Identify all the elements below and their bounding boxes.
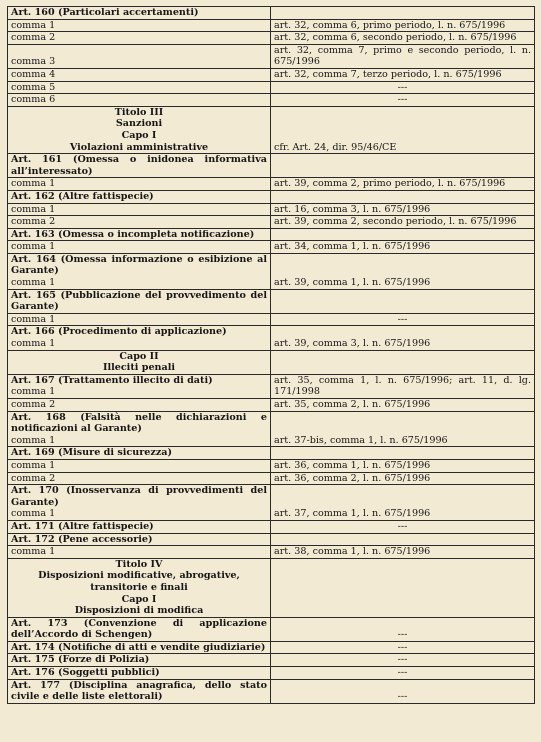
article-heading: Art. 172 (Pene accessorie) [11,533,153,545]
reference-cell: art. 38, comma 1, l. n. 675/1996 [271,546,535,559]
reference-cell: art. 32, comma 6, secondo periodo, l. n. 675/1996 [271,32,535,45]
article-heading: Art. 169 (Misure di sicurezza) [11,447,173,459]
no-reference-cell: --- [271,520,535,533]
table-row [8,94,535,107]
article-heading: Art. 164 (Omessa informazione o esibizione al Garante) [11,253,267,277]
provision-cell [8,533,271,546]
table-row [8,350,535,374]
table-row [8,459,535,472]
reference-cell [271,558,535,617]
no-reference-cell: --- [271,641,535,654]
table-row [8,472,535,485]
table-row [8,411,535,447]
reference-cell: art. 37, comma 1, l. n. 675/1996 [271,485,535,521]
reference-cell: art. 39, comma 1, l. n. 675/1996 [271,253,535,289]
section-heading: Titolo III [114,106,164,118]
table-row [8,190,535,203]
article-heading: Art. 163 (Omessa o incompleta notificazione) [11,228,255,240]
table-row [8,326,535,350]
table-row [8,44,535,68]
table-row [8,485,535,521]
comma-label: comma 6 [11,94,56,106]
no-reference-cell: --- [271,617,535,641]
article-heading: Art. 174 (Notifiche di atti e vendite giudiziarie) [11,641,266,653]
provision-cell [8,94,271,107]
provision-cell [8,154,271,178]
article-heading: Art. 173 (Convenzione di applicazione dell’Accordo di Schengen) [11,617,267,641]
comma-label: comma 1 [11,203,56,215]
article-heading: Art. 166 (Procedimento di applicazione) [11,326,227,338]
comma-label: comma 1 [11,338,56,350]
provision-cell [8,68,271,81]
reference-cell: art. 35, comma 1, l. n. 675/1996; art. 11, d. lg. 171/1998 [271,374,535,398]
section-heading: Capo I [121,593,157,605]
comma-label: comma 5 [11,81,56,93]
reference-cell: cfr. Art. 24, dir. 95/46/CE [271,106,535,153]
provision-cell [8,667,271,680]
section-heading: Sanzioni [115,118,163,130]
no-reference-cell: --- [271,679,535,703]
comma-label: comma 3 [11,56,56,68]
table-row [8,19,535,32]
table-row [8,447,535,460]
table-row [8,241,535,254]
table-row [8,154,535,178]
comma-label: comma 1 [11,277,56,289]
provision-cell [8,228,271,241]
article-heading: Art. 177 (Disciplina anagrafica, dello stato civile e delle liste elettorali) [11,679,267,703]
provision-cell [8,326,271,350]
table-row [8,203,535,216]
table-row [8,228,535,241]
section-heading: Capo II [119,350,159,362]
no-reference-cell: --- [271,654,535,667]
provision-cell [8,19,271,32]
provision-cell [8,7,271,20]
table-row [8,216,535,229]
provision-cell [8,374,271,398]
table-row [8,374,535,398]
no-reference-cell: --- [271,313,535,326]
table-row [8,289,535,313]
provision-cell [8,546,271,559]
provision-cell [8,679,271,703]
section-heading: Capo I [121,129,157,141]
comma-label: comma 1 [11,459,56,471]
table-row [8,178,535,191]
provision-cell [8,178,271,191]
reference-cell: art. 36, comma 1, l. n. 675/1996 [271,459,535,472]
reference-cell: art. 39, comma 3, l. n. 675/1996 [271,326,535,350]
reference-cell: art. 32, comma 7, terzo periodo, l. n. 675/1996 [271,68,535,81]
article-heading: Art. 167 (Trattamento illecito di dati) [11,374,213,386]
comma-label: comma 2 [11,32,56,44]
article-heading: Art. 176 (Soggetti pubblici) [11,667,160,679]
provision-cell [8,106,271,153]
reference-cell [271,228,535,241]
table-row [8,520,535,533]
provision-cell [8,190,271,203]
provision-cell [8,289,271,313]
reference-cell: art. 37-bis, comma 1, l. n. 675/1996 [271,411,535,447]
table-row [8,641,535,654]
reference-cell: art. 39, comma 2, primo periodo, l. n. 675/1996 [271,178,535,191]
provision-cell [8,459,271,472]
provision-cell [8,641,271,654]
provision-cell [8,203,271,216]
provisions-correspondence-table [7,6,535,704]
section-heading: Disposizioni modificative, abrogative, transitorie e finali [38,570,240,593]
provision-cell [8,313,271,326]
no-reference-cell: --- [271,94,535,107]
reference-cell: art. 35, comma 2, l. n. 675/1996 [271,399,535,412]
comma-label: comma 1 [11,434,56,446]
article-heading: Art. 170 (Inosservanza di provvedimenti del Garante) [11,485,267,508]
comma-label: comma 1 [11,241,56,253]
comma-label: comma 1 [11,508,56,520]
provision-cell [8,350,271,374]
table-row [8,399,535,412]
reference-cell [271,447,535,460]
table-row [8,667,535,680]
article-heading: Art. 171 (Altre fattispecie) [11,520,154,532]
provision-cell [8,241,271,254]
table-row [8,533,535,546]
table-row [8,81,535,94]
provision-cell [8,32,271,45]
table-row [8,654,535,667]
reference-cell [271,7,535,20]
section-heading: Illeciti penali [102,362,176,374]
article-heading: Art. 161 (Omessa o inidonea informativa all’interessato) [11,154,267,177]
comma-label: comma 1 [11,19,56,31]
comma-label: comma 2 [11,472,56,484]
table-row [8,617,535,641]
comma-label: comma 2 [11,399,56,410]
section-heading: Violazioni amministrative [69,141,209,153]
table-row [8,106,535,153]
reference-cell: art. 39, comma 2, secondo periodo, l. n. 675/1996 [271,216,535,229]
reference-cell: art. 16, comma 3, l. n. 675/1996 [271,203,535,216]
table-row [8,7,535,20]
article-heading: Art. 175 (Forze di Polizia) [11,654,150,666]
reference-cell [271,154,535,178]
provision-cell [8,472,271,485]
provision-cell [8,654,271,667]
provision-cell [8,558,271,617]
article-heading: Art. 165 (Pubblicazione del provvedimento del Garante) [11,289,267,313]
table-row [8,313,535,326]
comma-label: comma 1 [11,386,56,398]
table-row [8,253,535,289]
provision-cell [8,485,271,521]
reference-cell [271,289,535,313]
table-row [8,68,535,81]
provision-cell [8,399,271,412]
provision-cell [8,520,271,533]
provision-cell [8,216,271,229]
table-row [8,546,535,559]
reference-cell: art. 34, comma 1, l. n. 675/1996 [271,241,535,254]
no-reference-cell: --- [271,81,535,94]
reference-cell [271,190,535,203]
provision-cell [8,253,271,289]
table-body [8,7,535,704]
section-heading: Disposizioni di modifica [74,605,204,617]
section-heading: Titolo IV [115,558,163,570]
no-reference-cell: --- [271,667,535,680]
article-heading: Art. 168 (Falsità nelle dichiarazioni e notificazioni al Garante) [11,411,267,435]
reference-cell [271,350,535,374]
reference-cell: art. 32, comma 6, primo periodo, l. n. 675/1996 [271,19,535,32]
provision-cell [8,81,271,94]
table-row [8,558,535,617]
table-row [8,32,535,45]
reference-cell: art. 36, comma 2, l. n. 675/1996 [271,472,535,485]
comma-label: comma 1 [11,313,56,325]
article-heading: Art. 162 (Altre fattispecie) [11,190,154,202]
comma-label: comma 4 [11,68,56,80]
provision-cell [8,617,271,641]
comma-label: comma 1 [11,546,56,558]
reference-cell [271,533,535,546]
article-heading: Art. 160 (Particolari accertamenti) [11,7,199,18]
provision-cell [8,447,271,460]
provision-cell [8,411,271,447]
provision-cell [8,44,271,68]
reference-cell: art. 32, comma 7, primo e secondo periodo, l. n. 675/1996 [271,44,535,68]
table-row [8,679,535,703]
comma-label: comma 2 [11,216,56,228]
comma-label: comma 1 [11,178,56,190]
